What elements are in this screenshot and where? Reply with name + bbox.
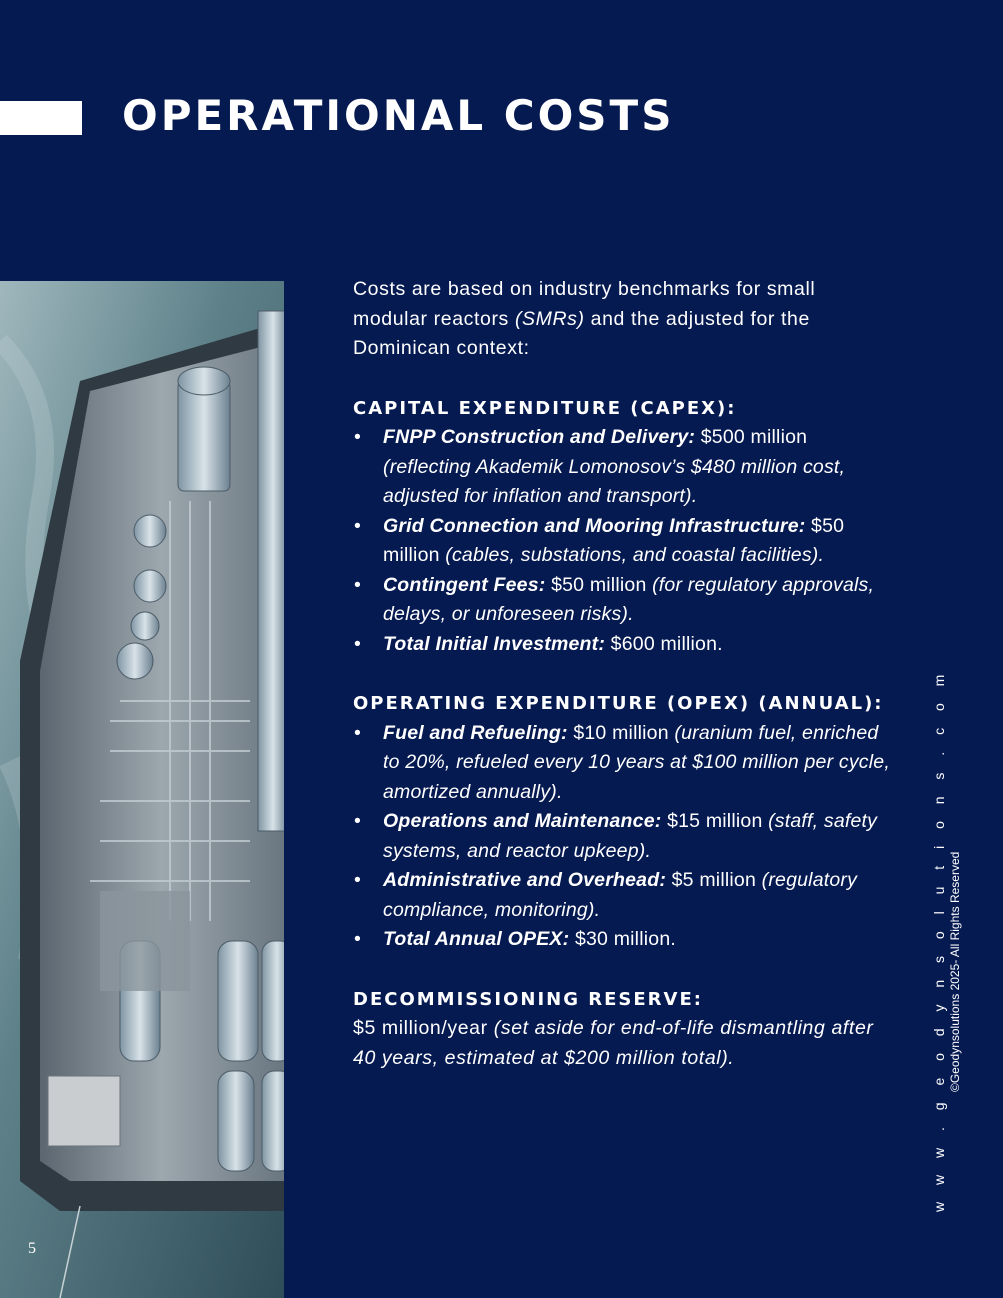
item-term: FNPP Construction and Delivery:	[383, 426, 696, 448]
page-title: OPERATIONAL COSTS	[122, 91, 675, 140]
list-item	[353, 423, 893, 512]
item-value: $30 million.	[569, 928, 676, 950]
list-item	[353, 630, 893, 660]
item-term: Contingent Fees:	[383, 573, 546, 596]
capex-list	[353, 423, 893, 659]
list-item	[353, 866, 893, 925]
item-term: Operations and Maintenance:	[383, 810, 662, 832]
sidebar-footer	[930, 668, 962, 1212]
list-item	[353, 512, 893, 571]
floating-nuclear-plant-photo	[0, 281, 284, 1298]
item-term: Fuel and Refueling:	[383, 721, 568, 744]
list-item	[353, 571, 893, 630]
page-number: 5	[28, 1240, 36, 1257]
item-note: (staff, safety systems, and reactor upkeep).	[383, 810, 878, 862]
list-item	[353, 807, 893, 866]
decommissioning-note: (set aside for end-of-life dismantling after 40 years, estimated at $200 million total).	[353, 1017, 874, 1069]
capex-heading: CAPITAL EXPENDITURE (CAPEX):	[353, 397, 737, 419]
item-term: Grid Connection and Mooring Infrastructure:	[383, 514, 806, 537]
decommissioning-paragraph	[353, 1014, 893, 1073]
item-note: (regulatory compliance, monitoring).	[383, 869, 858, 921]
item-term: Administrative and Overhead:	[383, 869, 667, 891]
item-note: (cables, substations, and coastal facilities).	[439, 544, 825, 566]
item-value: $10 million	[567, 721, 669, 744]
item-term: Total Annual OPEX:	[383, 928, 570, 950]
copyright-notice: ©Geodynsolutions 2025- All Rights Reserved	[948, 851, 962, 1092]
item-value: $50 million	[545, 573, 647, 596]
intro-text: Costs are based on industry benchmarks for small modular reactors	[353, 278, 816, 330]
item-note: (for regulatory approvals, delays, or unforeseen risks).	[383, 573, 875, 625]
item-value: $15 million	[661, 810, 763, 832]
opex-list	[353, 719, 893, 955]
intro-abbreviation: (SMRs)	[514, 307, 585, 330]
item-value: $500 million	[695, 426, 808, 448]
opex-heading: OPERATING EXPENDITURE (OPEX) (ANNUAL):	[353, 693, 884, 714]
item-value: $5 million	[666, 869, 757, 891]
content-column	[353, 275, 893, 1073]
item-term: Total Initial Investment:	[383, 632, 606, 655]
decommissioning-heading: DECOMMISSIONING RESERVE:	[353, 988, 703, 1010]
item-value: $50 million	[383, 514, 845, 566]
item-note: (reflecting Akademik Lomonosov’s $480 million cost, adjusted for inflation and transport).	[383, 455, 846, 507]
list-item	[353, 925, 893, 955]
item-value: $600 million.	[605, 632, 723, 655]
list-item	[353, 719, 893, 808]
intro-paragraph	[353, 275, 893, 364]
website-url[interactable]: w w w . g e o d y n s o l u t i o n s . c o m	[931, 668, 947, 1212]
title-accent-bar	[0, 101, 82, 135]
decommissioning-value: $5 million/year	[353, 1017, 488, 1039]
item-note: (uranium fuel, enriched to 20%, refueled every 10 years at $100 million per cycle, amortized annually).	[383, 721, 890, 803]
intro-text-continued: and the adjusted for the Dominican context:	[353, 307, 810, 359]
